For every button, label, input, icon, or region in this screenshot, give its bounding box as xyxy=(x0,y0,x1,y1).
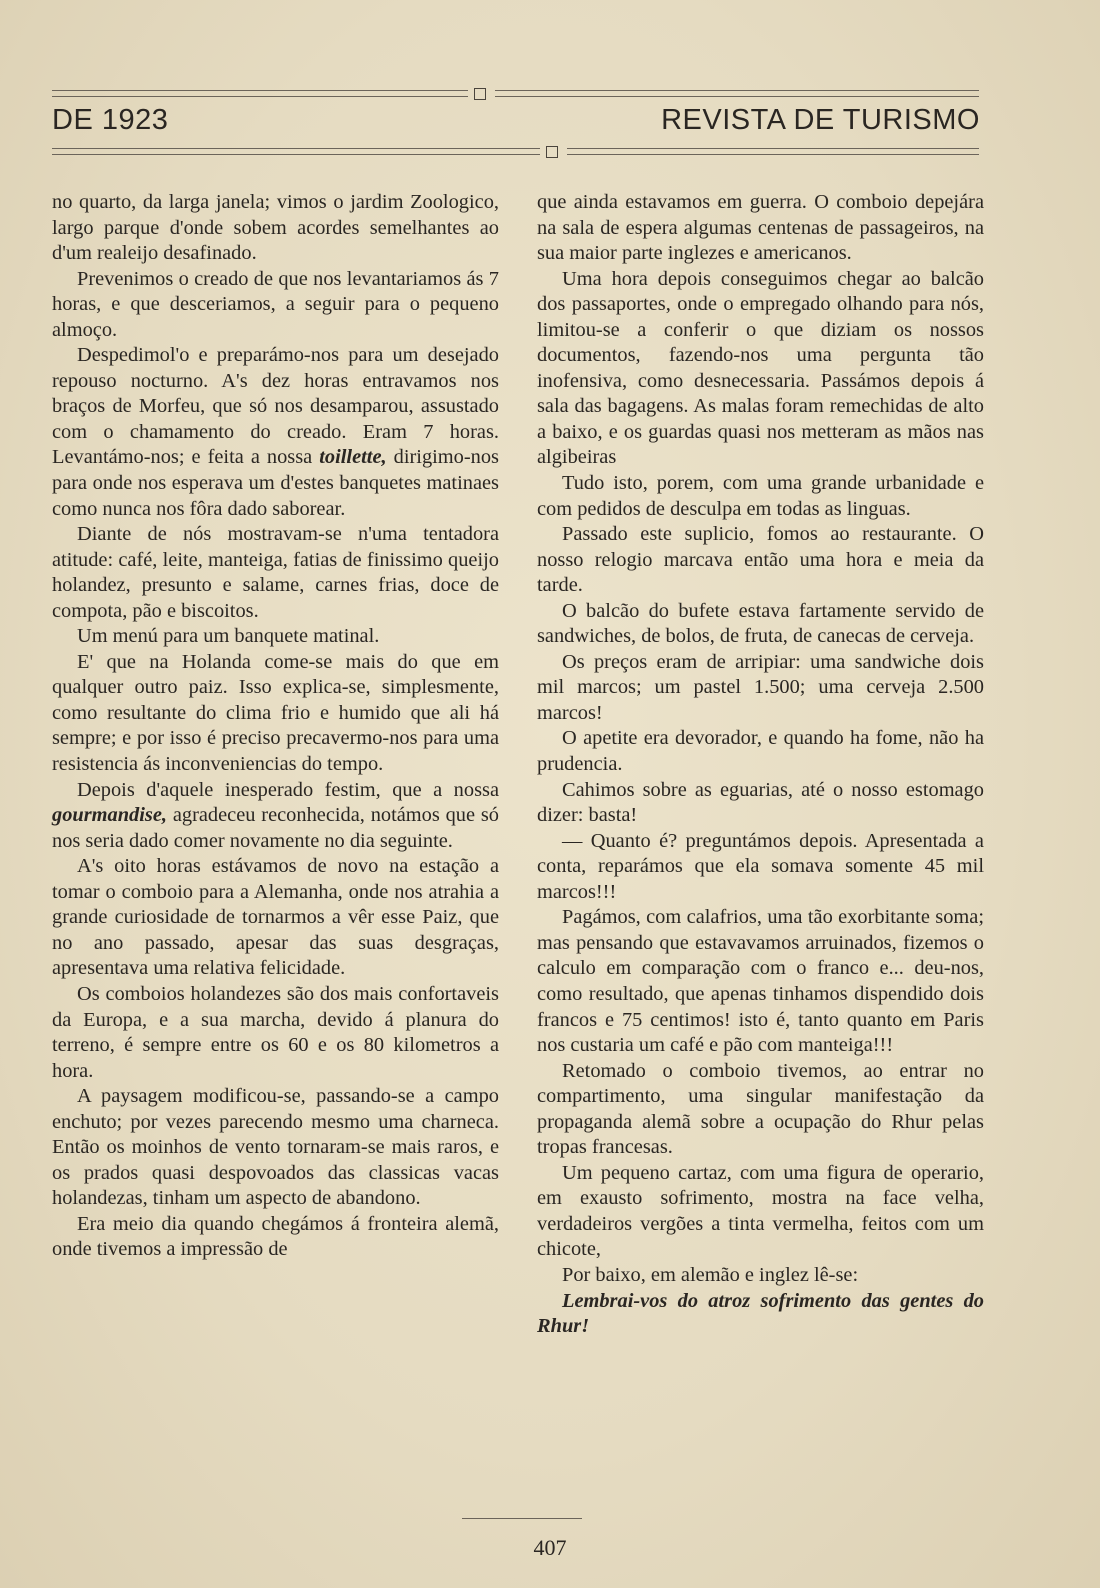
paragraph-text: Lembrai-vos do atroz sofrimento das gentes do Rhur! xyxy=(537,1289,984,1338)
right-column xyxy=(537,190,984,1340)
left-column xyxy=(52,190,499,1263)
paragraph-text: Diante de nós mostravam-se n'uma tentadora atitude: café, leite, manteiga, fatias de finissimo queijo holandez, presunto e salame, carnes frias, doce de compota, pão e biscoitos. xyxy=(52,523,499,622)
paragraph xyxy=(52,522,499,624)
paragraph-text: Prevenimos o creado de que nos levantariamos ás 7 horas, e que desceriamos, a seguir para o pequeno almoço. xyxy=(52,267,499,341)
paragraph xyxy=(537,1263,984,1289)
paragraph xyxy=(537,1059,984,1161)
paragraph xyxy=(537,1161,984,1263)
running-head-left: DE 1923 xyxy=(52,104,169,136)
paragraph-text: que ainda estavamos em guerra. O comboio depejára na sala de espera algumas centenas de passageiros, na sua maior parte inglezes e americanos. xyxy=(537,191,984,265)
paragraph xyxy=(52,1084,499,1212)
paragraph-text: A's oito horas estávamos de novo na estação a tomar o comboio para a Alemanha, onde nos atrahia a grande curiosidade de tornarmos a vêr esse Paiz, que no ano passado, apesar das suas desgraças, apresentava uma relativa felicidade. xyxy=(52,855,499,980)
italic-phrase: gourmandise, xyxy=(52,804,168,827)
footer-rule xyxy=(462,1518,582,1519)
paragraph-text: O apetite era devorador, e quando ha fome, não ha prudencia. xyxy=(537,727,984,776)
page-number: 407 xyxy=(533,1535,567,1560)
paragraph-text: Despedimol'o e preparámo-nos para um desejado repouso nocturno. A's dez horas entravamos nos braços de Morfeu, que só nos desamparou, assustado com o chamamento do creado. Eram 7 horas. Levantámo-nos; e feita a nossa xyxy=(52,344,499,469)
paragraph xyxy=(52,190,499,267)
paragraph-text: agradeceu reconhecida, notámos que só nos seria dado comer novamente no dia seguinte. xyxy=(52,804,499,852)
paragraph xyxy=(537,829,984,906)
paragraph-text: Um menú para um banquete matinal. xyxy=(77,625,380,648)
top-rule-right xyxy=(495,90,979,97)
paragraph xyxy=(537,726,984,777)
paragraph-text: Era meio dia quando chegámos á fronteira alemã, onde tivemos a impressão de xyxy=(52,1212,499,1261)
paragraph xyxy=(52,267,499,344)
paragraph-text: Retomado o comboio tivemos, ao entrar no compartimento, uma singular manifestação da propaganda alemã sobre a ocupação do Rhur pelas tropas francesas. xyxy=(537,1059,984,1159)
paragraph xyxy=(537,522,984,599)
paragraph-text: Os comboios holandezes são dos mais confortaveis da Europa, e a sua marcha, devido á planura do terreno, é sempre entre os 60 e os 80 kilometros a hora. xyxy=(52,982,499,1082)
paragraph-text: no quarto, da larga janela; vimos o jardim Zoologico, largo parque d'onde sobem acordes semelhantes ao d'um realeijo desafinado. xyxy=(52,191,499,265)
paragraph xyxy=(52,624,499,650)
paragraph-text: Por baixo, em alemão e inglez lê-se: xyxy=(562,1263,859,1286)
paragraph xyxy=(52,778,499,855)
paragraph xyxy=(537,190,984,267)
paragraph-text: Um pequeno cartaz, com uma figura de operario, em exausto sofrimento, mostra na face velha, verdadeiros vergões a tinta vermelha, feitos com um chicote, xyxy=(537,1161,984,1261)
paragraph xyxy=(52,982,499,1084)
running-head-right: REVISTA DE TURISMO xyxy=(661,104,980,136)
ornament-top xyxy=(474,88,486,100)
paragraph-text: O balcão do bufete estava fartamente servido de sandwiches, de bolos, de fruta, de canecas de cerveja. xyxy=(537,599,984,648)
top-rule-left xyxy=(52,90,468,97)
paragraph-text: Uma hora depois conseguimos chegar ao balcão dos passaportes, onde o empregado olhando para nós, limitou-se a conferir o que diziam os nossos documentos, fazendo-nos uma pergunta tão inofensiva, como desnecessaria. Passámos depois á sala das bagagens. As malas foram remechidas de alto a baixo, e os guardas quasi nos metteram as mãos nas algibeiras xyxy=(537,267,984,469)
paragraph xyxy=(537,471,984,522)
ornament-header xyxy=(546,146,558,158)
paragraph-text: Tudo isto, porem, com uma grande urbanidade e com pedidos de desculpa em todas as linguas. xyxy=(537,472,984,520)
paragraph-text: Depois d'aquele inesperado festim, que a nossa xyxy=(77,778,499,801)
paragraph xyxy=(537,267,984,471)
header-rule-left xyxy=(52,148,540,155)
header-rule-right xyxy=(567,148,979,155)
paragraph xyxy=(537,905,984,1058)
paragraph xyxy=(52,854,499,982)
paragraph-text: Cahimos sobre as eguarias, até o nosso estomago dizer: basta! xyxy=(537,778,984,827)
paragraph-text: Pagámos, com calafrios, uma tão exorbitante soma; mas pensando que estavavamos arruinados, fizemos o calculo em comparação com o franco e... deu-nos, como resultado, que apenas tinhamos dispendido dois francos e 75 centimos! isto é, tanto quanto em Paris nos custaria um café e pão com manteiga!!! xyxy=(537,906,984,1057)
paragraph-text: dirigimo-nos para onde nos esperava um d'estes banquetes matinaes como nunca nos fôra dado saborear. xyxy=(52,446,499,520)
paragraph xyxy=(52,650,499,778)
closing-quote xyxy=(537,1289,984,1340)
paragraph-text: Os preços eram de arripiar: uma sandwiche dois mil marcos; um pastel 1.500; uma cerveja 2.500 marcos! xyxy=(537,650,984,724)
paragraph xyxy=(52,343,499,522)
paragraph xyxy=(537,599,984,650)
italic-phrase: toillette, xyxy=(319,446,387,469)
paragraph-text: Passado este suplicio, fomos ao restaurante. O nosso relogio marcava então uma hora e meia da tarde. xyxy=(537,523,984,597)
paragraph-text: E' que na Holanda come-se mais do que em qualquer outro paiz. Isso explica-se, simplesmente, como resultante do clima frio e humido que ali há sempre; e por isso é preciso precavermo-nos para uma resistencia ás inconveniencias do tempo. xyxy=(52,650,499,776)
paragraph xyxy=(52,1212,499,1263)
paragraph xyxy=(537,778,984,829)
paragraph xyxy=(537,650,984,727)
paragraph-text: — Quanto é? preguntámos depois. Apresentada a conta, reparámos que ela somava somente 45 mil marcos!!! xyxy=(537,829,984,903)
paragraph-text: A paysagem modificou-se, passando-se a campo enchuto; por vezes parecendo mesmo uma charneca. Então os moinhos de vento tornaram-se mais raros, e os prados quasi despovoados das classicas vacas holandezas, tinham um aspecto de abandono. xyxy=(52,1085,499,1210)
